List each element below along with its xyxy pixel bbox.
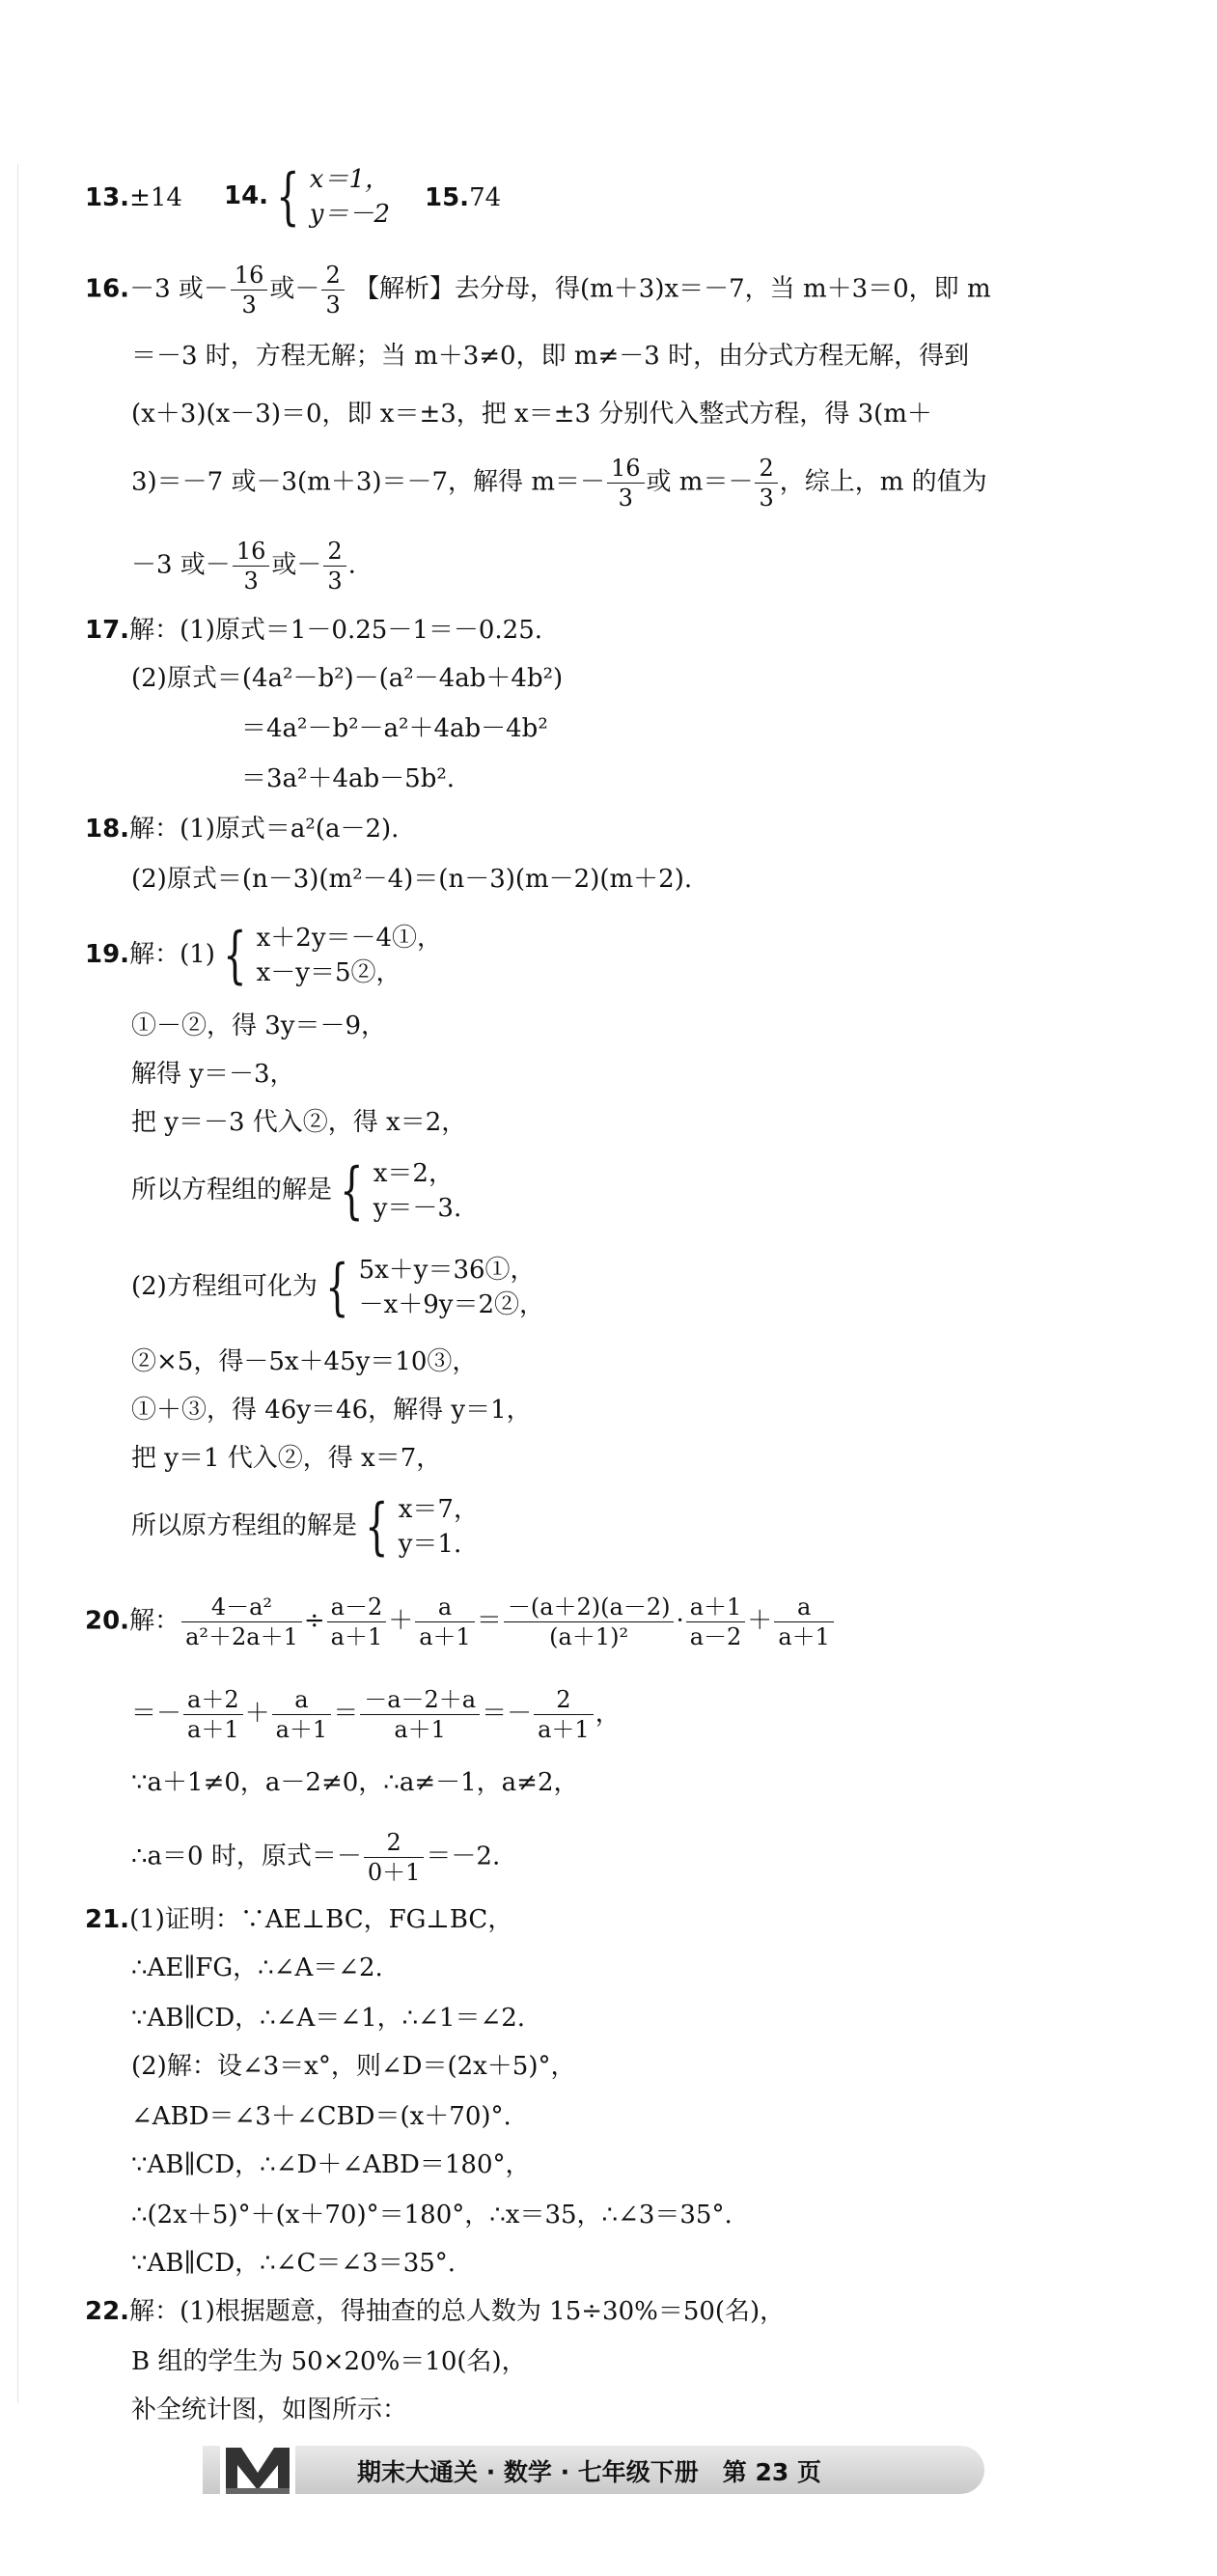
answer-13: 13.±14: [85, 183, 182, 212]
answer-21-line-6: ∵AB∥CD，∴∠D＋∠ABD＝180°，: [131, 2150, 531, 2179]
answer-22-line-1: 22.解：(1)根据题意，得抽查的总人数为 15÷30%＝50(名)，: [85, 2297, 786, 2326]
answer-22-line-3: 补全统计图，如图所示：: [131, 2396, 408, 2424]
answer-21-line-1: 21.(1)证明：∵AE⊥BC，FG⊥BC，: [85, 1905, 513, 1934]
answer-21-line-2: ∴AE∥FG，∴∠A＝∠2.: [131, 1953, 383, 1982]
answer-19-line-1: 19.解：(1) { x＋2y＝－4①， x－y＝5②，: [85, 920, 443, 991]
answer-16-line-1: 16.－3 或－ $\frac{16}{3}$ 或－ $\frac{2}{3}$ 【解析】去分母，得(m＋3)x＝－7，当 m＋3＝0，即 m: [85, 262, 991, 319]
answer-17-line-2: (2)原式＝(4a²－b²)－(a²－4ab＋4b²): [131, 664, 564, 693]
answer-15: 15.74: [425, 183, 502, 212]
answer-19-line-4: 把 y＝－3 代入②，得 x＝2，: [131, 1108, 467, 1137]
answer-20-line-4: ∴a＝0 时，原式＝－ $\frac{2}{0+1}$ ＝－2.: [131, 1829, 501, 1886]
answer-19-line-10: 所以原方程组的解是 { x＝7， y＝1.: [131, 1491, 479, 1563]
answer-19-line-8: ①＋③，得 46y＝46，解得 y＝1，: [131, 1396, 532, 1425]
answer-17-line-4: ＝3a²＋4ab－5b².: [241, 764, 456, 793]
answer-17-line-1: 17.解：(1)原式＝1－0.25－1＝－0.25.: [85, 616, 543, 645]
answer-18-line-2: (2)原式＝(n－3)(m²－4)＝(n－3)(m－2)(m＋2).: [131, 865, 693, 894]
answer-19-line-7: ②×5，得－5x＋45y＝10③，: [131, 1347, 478, 1376]
answer-16-line-3: (x＋3)(x－3)＝0，即 x＝±3，把 x＝±3 分别代入整式方程，得 3(m＋: [131, 400, 932, 429]
answer-19-line-5: 所以方程组的解是 { x＝2， y＝－3.: [131, 1155, 462, 1227]
answer-19-line-9: 把 y＝1 代入②，得 x＝7，: [131, 1444, 442, 1473]
answer-14: 14. { x＝1， y＝－2: [224, 161, 391, 233]
answer-21-line-8: ∵AB∥CD，∴∠C＝∠3＝35°.: [131, 2249, 456, 2278]
answer-16-line-5: －3 或－ $\frac{16}{3}$ 或－ $\frac{2}{3}$ .: [131, 538, 356, 595]
answer-21-line-4: (2)解：设∠3＝x°，则∠D＝(2x＋5)°，: [131, 2052, 576, 2081]
answer-20-line-2: ＝－ $\frac{a+2}{a+1}$ ＋ $\frac{a}{a+1}$ ＝ $\frac{-a-2+a}{a+1}$ ＝－ $\frac{2}{a+1}$ ，: [131, 1686, 621, 1743]
answer-19-line-6: (2)方程组可化为 { 5x＋y＝36①， －x＋9y＝2②，: [131, 1252, 544, 1323]
answer-22-line-2: B 组的学生为 50×20%＝10(名)，: [131, 2347, 527, 2376]
answer-20-line-3: ∵a＋1≠0，a－2≠0，∴a≠－1，a≠2，: [131, 1768, 579, 1797]
footer-page-label: 期末大通关 · 数学 · 七年级下册 第 23 页: [357, 2458, 822, 2486]
answer-21-line-7: ∴(2x＋5)°＋(x＋70)°＝180°，∴x＝35，∴∠3＝35°.: [131, 2201, 733, 2230]
answer-21-line-3: ∵AB∥CD，∴∠A＝∠1，∴∠1＝∠2.: [131, 2004, 526, 2033]
answer-17-line-3: ＝4a²－b²－a²＋4ab－4b²: [241, 714, 548, 743]
answer-19-line-3: 解得 y＝－3，: [131, 1060, 295, 1089]
margin-rule: [17, 164, 18, 2403]
answer-16-line-2: ＝－3 时，方程无解；当 m＋3≠0，即 m≠－3 时，由分式方程无解，得到: [131, 342, 970, 371]
answer-21-line-5: ∠ABD＝∠3＋∠CBD＝(x＋70)°.: [131, 2102, 512, 2131]
answer-20-line-1: 20.解： $\frac{\text{4－a²}}{\text{a²＋2a＋1}}$ ÷ $\frac{a-2}{a+1}$ ＋ $\frac{a}{a+1}$ ＝ $\frac{-(a+2)(a-2)}{\text{(a＋1)²}}$ · $\frac{a+1}{a-2}$ ＋ $\frac{a}{a+1}$: [85, 1593, 836, 1651]
publisher-logo-icon: [220, 2440, 295, 2500]
answer-18-line-1: 18.解：(1)原式＝a²(a－2).: [85, 815, 400, 844]
answer-19-line-2: ①－②，得 3y＝－9，: [131, 1011, 387, 1040]
answer-16-line-4: 3)＝－7 或－3(m＋3)＝－7，解得 m＝－ $\frac{16}{3}$ 或 m＝－ $\frac{2}{3}$ ，综上，m 的值为: [131, 455, 987, 512]
